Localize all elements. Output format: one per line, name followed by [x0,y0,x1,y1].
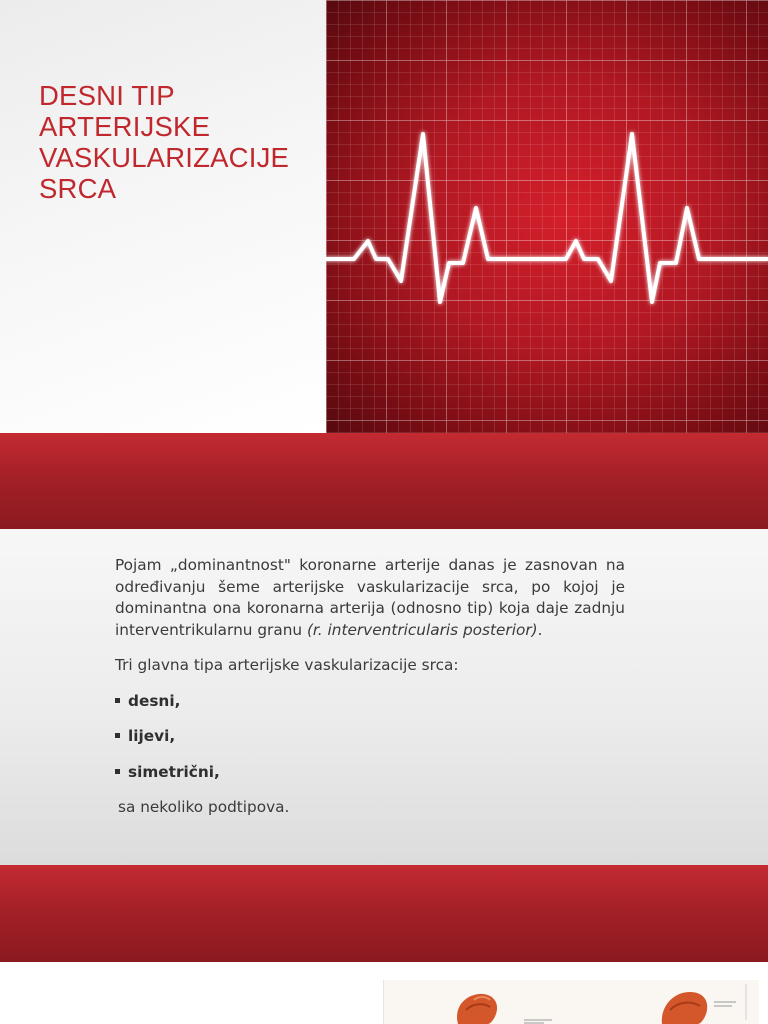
paragraph-dominance [115,555,625,641]
bullet-text: lijevi, [128,727,176,745]
heart-illustration [384,980,759,1024]
bullet-marker [115,733,120,738]
ecg-heartbeat-image [326,0,768,433]
slide-title-text [39,80,309,204]
content-text [115,555,625,819]
paragraph-text: Pojam „dominantnost" koronarne arterije danas je zasnovan na određivanju šeme arterijske vaskularizacije srca, po kojoj je dominantna ona koronarna arterija (odnosno tip) koja daje zadnju interventrikularnu granu [115,556,625,639]
title-panel [0,0,326,433]
slide-header-band [0,865,768,962]
ecg-image [326,0,768,433]
title-line: DESNI TIP [39,80,175,111]
title-line: VASKULARIZACIJE [39,142,290,173]
paragraph-subtypes: sa nekoliko podtipova. [118,798,290,816]
slide-content [0,529,768,865]
title-line: SRCA [39,173,117,204]
paragraph-types: Tri glavna tipa arterijske vaskularizacije srca: [115,656,459,674]
title-line: ARTERIJSKE [39,111,211,142]
bullet-marker [115,698,120,703]
bullet-item [115,691,625,713]
bullet-marker [115,769,120,774]
bullet-text: desni, [128,691,181,710]
bullet-item [115,726,625,748]
paragraph-end: . [537,620,543,639]
heart-anatomy-image [383,980,759,1024]
bullet-item [115,762,625,784]
slide-image [0,962,768,1024]
latin-term: (r. interventricularis posterior) [306,620,538,639]
bullet-text: simetrični, [128,762,220,781]
slide-header-band [0,433,768,529]
slide-title [0,0,768,433]
